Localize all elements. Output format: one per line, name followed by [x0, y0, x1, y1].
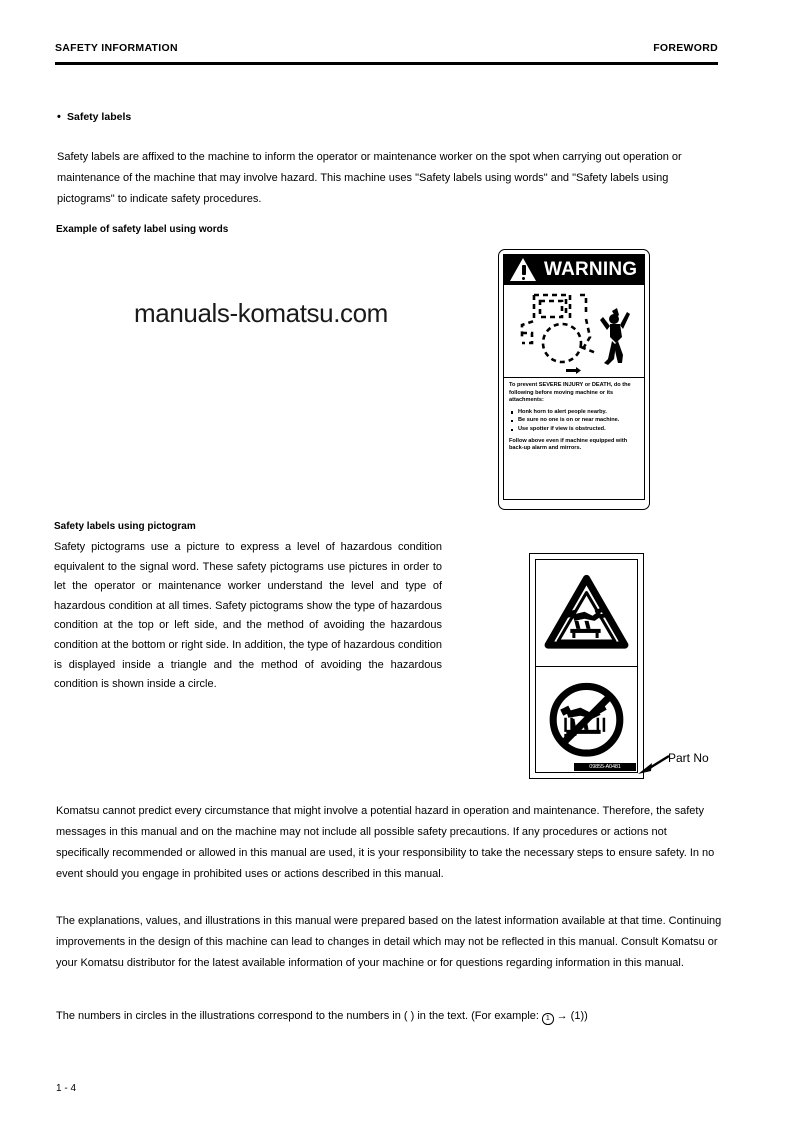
warning-bullet-item: Be sure no one is on or near machine.	[518, 417, 639, 425]
safety-labels-heading	[57, 111, 131, 123]
hazard-triangle-cell	[536, 560, 637, 667]
page-number: 1 - 4	[56, 1083, 77, 1094]
part-number-strip: 09855-A0481	[574, 763, 636, 771]
pictogram-section-heading: Safety labels using pictogram	[54, 521, 196, 532]
pictogram-label-inner-border	[535, 559, 638, 773]
watermark-text: manuals-komatsu.com	[134, 298, 388, 328]
warning-triangle-icon	[510, 258, 537, 281]
warning-signal-band	[503, 254, 645, 285]
warning-label-text	[503, 378, 645, 500]
improvements-paragraph: The explanations, values, and illustrations in this manual were prepared based on the latest information available at that time. Continuing improvements in the design of this machine can lead to changes in detail which may not be reflected in this manual. Consult Komatsu or your Komatsu distributor for the latest available information of your machine or for questions regarding information in this manual.	[56, 915, 722, 969]
header-left-title: SAFETY INFORMATION	[55, 42, 178, 54]
warning-signal-word: WARNING	[544, 259, 638, 280]
machine-and-person-icon	[504, 285, 644, 377]
warning-pictogram-illustration	[503, 285, 645, 378]
header-right-title: FOREWORD	[653, 42, 718, 54]
pictogram-label-graphic	[529, 553, 644, 779]
circled-numbers-note-before: The numbers in circles in the illustrations correspond to the numbers in ( ) in the text. (For example:	[56, 1010, 539, 1022]
hazard-triangle-icon	[536, 560, 637, 666]
warning-bullet-item: Use spotter if view is obstructed.	[518, 426, 639, 434]
warning-tail-text: Follow above even if machine equipped with back-up alarm and mirrors.	[509, 437, 628, 452]
prohibition-circle-cell	[536, 667, 637, 773]
pictogram-section-body: Safety pictograms use a picture to express a level of hazardous condition equivalent to the signal word. These safety pictograms use pictures in order to let the operator or maintenance worker understand the level and type of hazardous condition at all times. Safety pictograms show the type of hazardous condition at the top or left side, and the method of avoiding the hazardous condition at the bottom or right side. In addition, the type of hazardous condition is displayed inside a triangle and the method of avoiding the hazardous condition is shown inside a circle.	[54, 541, 442, 691]
circled-numbers-note	[56, 1006, 722, 1027]
part-number-callout-label: Part No	[668, 751, 709, 765]
warning-bullet-list	[509, 409, 639, 434]
circled-numbers-note-after: → (1))	[556, 1010, 588, 1022]
bullet-dot-icon: •	[57, 111, 61, 123]
warning-label-graphic	[498, 249, 650, 510]
pictogram-label-outer-border	[529, 553, 644, 779]
prohibition-circle-icon	[536, 667, 637, 773]
safety-labels-heading-label: Safety labels	[67, 111, 132, 123]
part-number-arrow-icon	[636, 753, 670, 775]
page-header	[55, 42, 718, 54]
header-divider	[55, 62, 718, 65]
disclaimer-paragraph: Komatsu cannot predict every circumstance that might involve a potential hazard in operation and maintenance. Therefore, the safety messages in this manual and on the machine may not include all possible safety precautions. If any procedures or actions not specifically recommended or allowed in this manual are used, it is your responsibility to take the necessary steps to ensure safety. In no event should you engage in prohibited uses or actions described in this manual.	[56, 805, 715, 880]
intro-paragraph: Safety labels are affixed to the machine to inform the operator or maintenance worker on the spot when carrying out operation or maintenance of the machine that may involve hazard. This machine uses "Safety labels using words" and "Safety labels using pictograms" to indicate safety procedures.	[57, 151, 682, 205]
warning-lead-text: To prevent SEVERE INJURY or DEATH, do the following before moving machine or its attachments:	[509, 382, 631, 404]
example-words-heading: Example of safety label using words	[56, 224, 229, 235]
circled-number-icon: 1	[542, 1013, 554, 1025]
warning-bullet-item: Honk horn to alert people nearby.	[518, 409, 639, 417]
